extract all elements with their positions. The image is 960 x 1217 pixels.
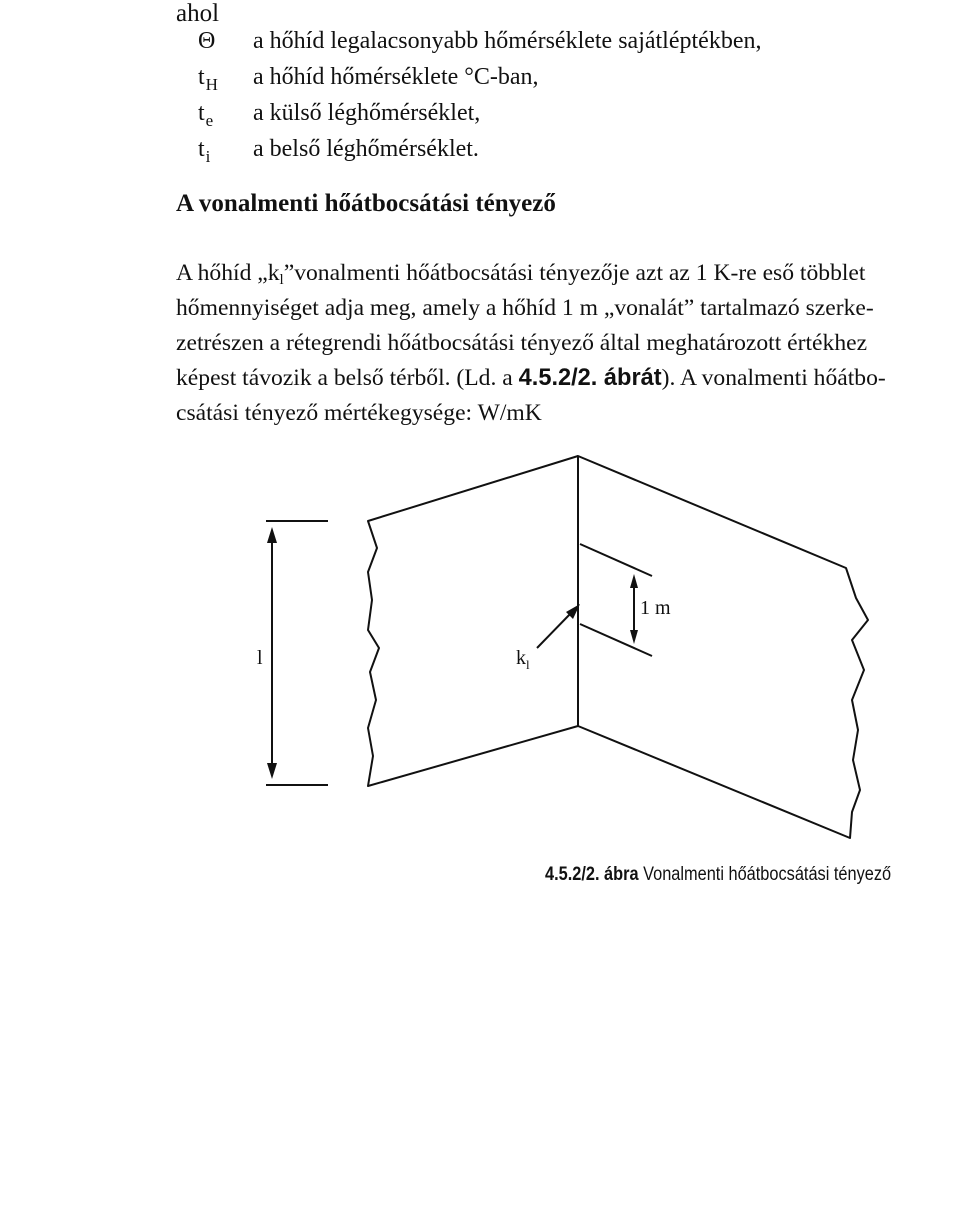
paragraph-line: hőmennyiséget adja meg, amely a hőhíd 1 m „vonalát” tartalmazó szerke- — [176, 295, 874, 321]
definition-symbol: Θ — [198, 28, 216, 54]
k-arrow-line — [537, 612, 572, 648]
definition-item — [198, 64, 918, 98]
dimension-arrow-up — [267, 527, 277, 543]
definition-text: a hőhíd hőmérséklete °C-ban, — [253, 64, 539, 90]
paragraph-line: A hőhíd $„k_l”vonalmenti$ hőátbocsátási tényezője azt az 1 K-re eső többlet — [176, 260, 866, 288]
definition-text: a belső léghőmérséklet. — [253, 136, 479, 162]
one-meter-label: 1 m — [640, 597, 671, 619]
section-heading: A vonalmenti hőátbocsátási tényező — [176, 190, 556, 217]
paragraph-line: képest távozik a belső térből. (Ld. a 4.5.2/2. ábrát). A vonalmenti hőátbo- — [176, 365, 886, 391]
paragraph-line: csátási tényező mértékegysége: W/mK — [176, 400, 542, 426]
strip-arrow-down — [630, 630, 638, 644]
thermal-bridge-figure — [250, 440, 960, 870]
definition-symbol: $t_e$ — [198, 100, 214, 130]
dimension-arrow-down — [267, 763, 277, 779]
strip-top-edge — [580, 544, 652, 576]
definition-item — [198, 28, 918, 62]
k-label: $k_l$ — [516, 647, 530, 672]
right-wall-panel — [578, 456, 868, 838]
definition-item — [198, 136, 918, 170]
definition-item — [198, 100, 918, 134]
caption-word: ábra — [604, 864, 639, 885]
strip-arrow-up — [630, 574, 638, 588]
figure-caption — [545, 864, 891, 886]
intro-word: ahol — [176, 0, 220, 27]
body-paragraph — [176, 256, 960, 431]
caption-text: Vonalmenti hőátbocsátási tényező — [643, 864, 892, 885]
definition-symbol: $t_i$ — [198, 136, 211, 166]
height-label: l — [257, 647, 263, 669]
caption-number: 4.5.2/2. — [545, 864, 600, 885]
definition-symbol: $t_H$ — [198, 64, 218, 94]
paragraph-line: zetrészen a rétegrendi hőátbocsátási tényező által meghatározott értékhez — [176, 330, 868, 356]
strip-bottom-edge — [580, 624, 652, 656]
definition-text: a hőhíd legalacsonyabb hőmérséklete sajátléptékben, — [253, 28, 762, 54]
figure-reference: 4.5.2/2. ábrát — [518, 365, 662, 391]
definition-text: a külső léghőmérséklet, — [253, 100, 481, 126]
left-wall-panel — [368, 456, 578, 786]
